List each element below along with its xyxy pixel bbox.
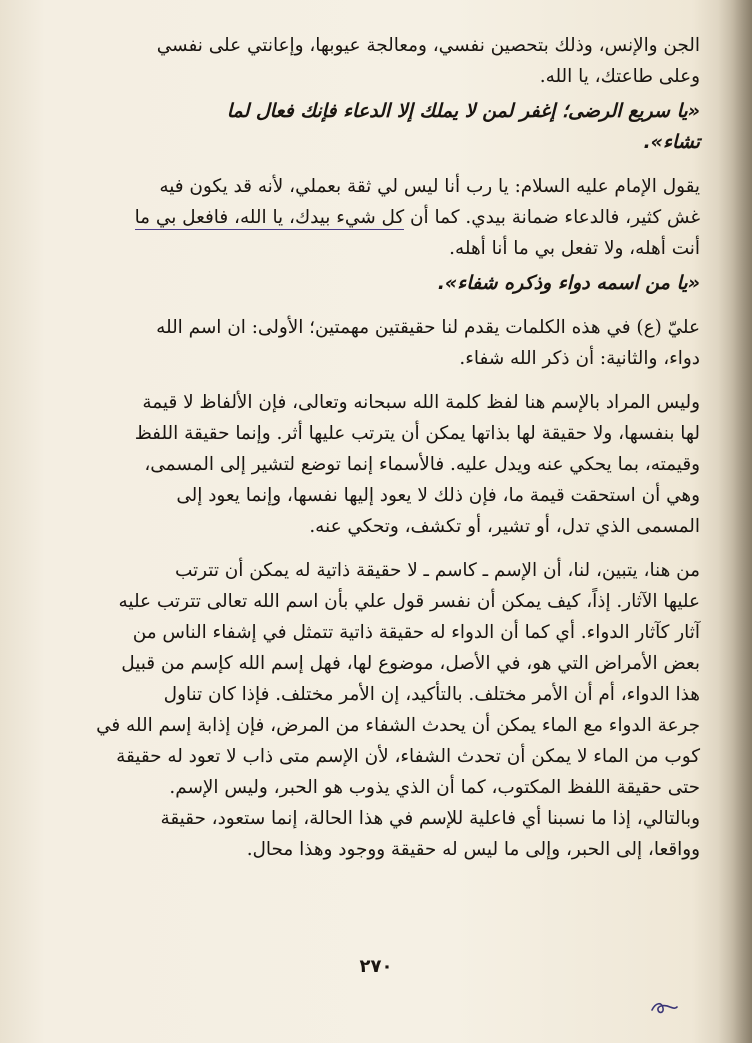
text-line: عليها الآثار. إذاً، كيف يمكن أن نفسر قول علي بأن اسم الله تعالى تترتب عليه [118,591,700,612]
paragraph-1 [58,30,700,92]
paragraph-2 [58,171,700,264]
text-line: وواقعا، إلى الحبر، وإلى ما ليس له حقيقة ووجود وهذا محال. [246,839,700,860]
text-line: غش كثير، فالدعاء ضمانة بيدي. كما أن كل شيء بيدك، يا الله، فافعل بي ما [134,207,700,228]
quote-line: «يا من اسمه دواء وذكره شفاء». [437,272,700,294]
text-line: وقيمته، بما يحكي عنه ويدل عليه. فالأسماء إنما توضع لتشير إلى المسمى، [144,454,700,475]
quote-2 [58,268,700,299]
pen-underline: كل شيء بيدك، يا الله، فافعل بي ما [134,207,405,228]
text-line: لها بنفسها، ولا حقيقة لها بذاتها يمكن أن يترتب عليها أثر. وإنما حقيقة اللفظ [134,423,700,444]
paragraph-3 [58,312,700,374]
text-line: حتى حقيقة اللفظ المكتوب، كما أن الذي يذوب هو الحبر، وليس الإسم. [169,777,700,798]
text-line: المسمى الذي تدل، أو تشير، أو تكشف، وتحكي عنه. [309,516,700,537]
paragraph-5 [58,555,700,865]
page-text [58,30,700,878]
text-line: أنت أهله، ولا تفعل بي ما أنا أهله. [449,238,700,259]
quote-line: «يا سريع الرضى؛ إغفر لمن لا يملك إلا الدعاء فإنك فعال لما [226,100,700,122]
quote-1 [58,96,700,158]
quote-line: تشاء». [643,131,700,153]
text-line: عليّ (ع) في هذه الكلمات يقدم لنا حقيقتين مهمتين؛ الأولى: ان اسم الله [156,317,700,338]
book-spine-shadow [718,0,752,1043]
text-line: كوب من الماء لا يمكن أن تحدث الشفاء، لأن الإسم متى ذاب لا تعود له حقيقة [116,746,700,767]
text-line: وبالتالي، إذا ما نسبنا أي فاعلية للإسم في هذا الحالة، إنما ستعود، حقيقة [160,808,700,829]
handwritten-mark-icon [648,996,680,1018]
text-line: بعض الأمراض التي هو، في الأصل، موضوع لها، فهل إسم الله كإسم من قبيل [121,653,700,674]
text-line: وعلى طاعتك، يا الله. [539,66,700,87]
text-line: هذا الدواء، أم أن الأمر مختلف. بالتأكيد، إن الأمر مختلف. فإذا كان تناول [163,684,700,705]
text-line: آثار كآثار الدواء. أي كما أن الدواء له حقيقة ذاتية تتمثل في إشفاء الناس من [132,622,700,643]
text-line: وليس المراد بالإسم هنا لفظ كلمة الله سبحانه وتعالى، فإن الألفاظ لا قيمة [142,392,700,413]
text-line: جرعة الدواء مع الماء يمكن أن يحدث الشفاء من المرض، فإن إذابة إسم الله في [96,715,700,736]
page-number: ٢٧٠ [359,956,393,977]
text-line: الجن والإنس، وذلك بتحصين نفسي، ومعالجة عيوبها، وإعانتي على نفسي [156,35,700,56]
paragraph-4 [58,387,700,542]
text-line: وهي أن استحقت قيمة ما، فإن ذلك لا يعود إليها نفسها، وإنما يعود إلى [176,485,700,506]
text-line: دواء، والثانية: أن ذكر الله شفاء. [459,348,700,369]
text-line: يقول الإمام عليه السلام: يا رب أنا ليس لي ثقة بعملي، لأنه قد يكون فيه [159,176,700,197]
text-line: من هنا، يتبين، لنا، أن الإسم ـ كاسم ـ لا حقيقة ذاتية له يمكن أن تترتب [174,560,700,581]
